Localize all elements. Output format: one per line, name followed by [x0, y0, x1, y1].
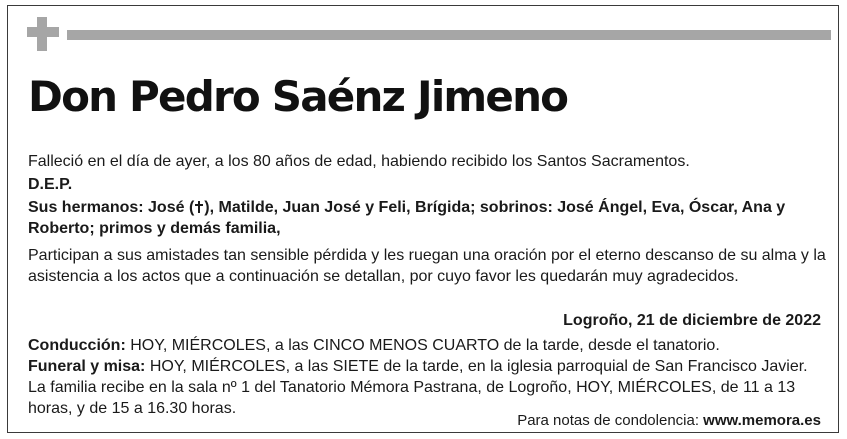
funeral-label: Funeral y misa: — [28, 358, 146, 375]
family-list — [28, 197, 828, 239]
death-notice: Falleció en el día de ayer, a los 80 años de edad, habiendo recibido los Santos Sacramentos. — [28, 153, 690, 170]
condolence-notes — [517, 410, 821, 431]
deceased-cross-icon — [194, 201, 204, 213]
obituary-card — [7, 5, 839, 433]
family-list-end: ), Matilde, Juan José y Feli, Brígida; sobrinos: José Ángel, Eva, Óscar, Ana y Roberto; primos y demás familia, — [28, 199, 786, 237]
conduccion-line — [28, 335, 828, 356]
cross-icon-bar — [27, 27, 59, 37]
family-receives: La familia recibe en la sala nº 1 del Tanatorio Mémora Pastrana, de Logroño, HOY, MIÉRCOLES, de 11 a 13 horas, y de 15 a 16.30 horas. — [28, 379, 796, 417]
funeral-text: HOY, MIÉRCOLES, a las SIETE de la tarde, en la iglesia parroquial de San Francisco Javier. — [145, 358, 808, 375]
place-date: Logroño, 21 de diciembre de 2022 — [563, 312, 821, 329]
deceased-name: Don Pedro Saénz Jimeno — [28, 72, 568, 121]
obituary-body — [28, 151, 828, 293]
events-section — [28, 335, 828, 419]
rip-line: D.E.P. — [28, 176, 73, 193]
conduccion-text: HOY, MIÉRCOLES, a las CINCO MENOS CUARTO de la tarde, desde el tanatorio. — [125, 337, 720, 354]
family-list-start: Sus hermanos: José ( — [28, 199, 195, 216]
prayer-request: Participan a sus amistades tan sensible pérdida y les ruegan una oración por el eterno descanso de su alma y la asistencia a los actos que a continuación se detallan, por cuyo favor les quedarán muy agradecidos. — [28, 247, 826, 285]
condolence-link[interactable]: www.memora.es — [703, 412, 821, 429]
header-rule — [67, 30, 831, 40]
funeral-line — [28, 356, 828, 377]
notes-label: Para notas de condolencia: — [517, 412, 704, 429]
conduccion-label: Conducción: — [28, 337, 126, 354]
